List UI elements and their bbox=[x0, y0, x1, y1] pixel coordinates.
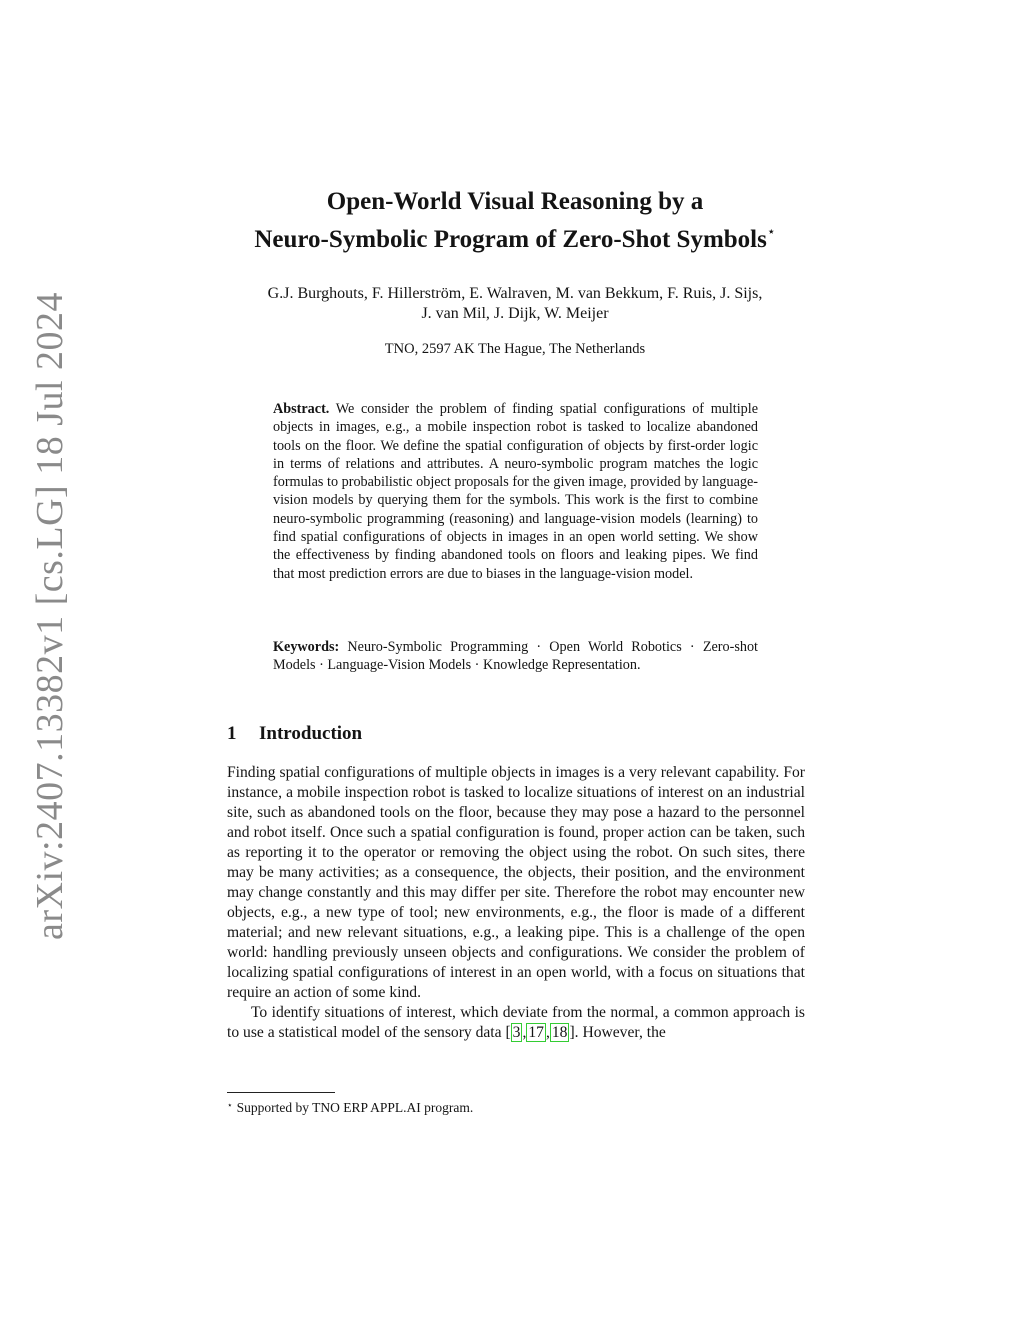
paragraph-2-tail: ]. However, the bbox=[569, 1024, 666, 1041]
title-line-1: Open-World Visual Reasoning by a bbox=[326, 188, 704, 215]
footnote-mark: ⋆ bbox=[227, 1100, 233, 1110]
title-line-2 bbox=[150, 217, 880, 255]
footnote-divider bbox=[227, 1092, 335, 1093]
arxiv-identifier-stamp: arXiv:2407.13382v1 [cs.LG] 18 Jul 2024 bbox=[29, 291, 71, 940]
title-line-2-text: Neuro-Symbolic Program of Zero-Shot Symbols bbox=[254, 226, 767, 253]
paragraph-1: Finding spatial configurations of multiple objects in images is a very relevant capability. For instance, a mobile inspection robot is tasked to localize situations of interest on an industrial site, such as abandoned tools on the floor, because they may pose a hazard to the personnel and robot itself. Once such a spatial configuration is found, proper action can be taken, such as reporting it to the operator or removing the object using the robot. On such sites, there may be many activities; as a consequence, the objects, their position, and the environment may change constantly and this may differ per site. Therefore the robot may encounter new objects, e.g., a new type of tool; new environments, e.g., the floor is made of a different material; and new relevant situations, e.g., a leaking pipe. This is a challenge of the open world: handling previously unseen objects and configurations. We consider the problem of localizing spatial configurations of interest in an open world, with a focus on situations that require an action of some kind. bbox=[227, 764, 805, 1001]
citation-link[interactable]: 18 bbox=[551, 1024, 568, 1041]
title-footnote-mark[interactable]: ⋆ bbox=[766, 225, 776, 240]
section-heading-introduction bbox=[227, 722, 362, 746]
keywords bbox=[273, 638, 758, 675]
footnote-text: Supported by TNO ERP APPL.AI program. bbox=[236, 1100, 474, 1115]
citation-separator: , bbox=[522, 1024, 527, 1041]
citation-link[interactable]: 3 bbox=[512, 1024, 521, 1041]
citation-separator: , bbox=[545, 1024, 550, 1041]
affiliation: TNO, 2597 AK The Hague, The Netherlands bbox=[384, 341, 646, 357]
author-list bbox=[200, 284, 830, 324]
abstract bbox=[273, 400, 758, 583]
authors-line-1: G.J. Burghouts, F. Hillerström, E. Walraven, M. van Bekkum, F. Ruis, J. Sijs, bbox=[267, 285, 763, 302]
section-number: 1 bbox=[227, 723, 237, 744]
authors-line-2: J. van Mil, J. Dijk, W. Meijer bbox=[421, 305, 609, 322]
citation-link[interactable]: 17 bbox=[528, 1024, 544, 1041]
introduction-body bbox=[227, 763, 805, 1043]
paragraph-2-text: To identify situations of interest, which deviate from the normal, a common approach is to use a statistical model of the sensory data [ bbox=[227, 1004, 805, 1041]
paragraph-2 bbox=[227, 1003, 805, 1043]
abstract-label: Abstract. bbox=[273, 401, 330, 417]
abstract-text: We consider the problem of finding spatial configurations of multiple objects in images, e.g., a mobile inspection robot is tasked to localize abandoned tools on the floor. We define the spatial configuration of objects by first-order logic in terms of relations and attributes. A neuro-symbolic program matches the logic formulas to probabilistic object proposals for the given image, provided by language-vision models by querying them for the symbols. This work is the first to combine neuro-symbolic programming (reasoning) and language-vision models (learning) to find spatial configurations of objects in images in an open world setting. We show the effectiveness by finding abandoned tools on floors and leaking pipes. We find that most prediction errors are due to biases in the language-vision model. bbox=[273, 401, 758, 582]
keywords-label: Keywords: bbox=[273, 639, 340, 655]
footnote bbox=[227, 1097, 805, 1116]
paper-title bbox=[150, 186, 880, 255]
section-title: Introduction bbox=[259, 723, 363, 744]
keywords-text: Neuro-Symbolic Programming · Open World Robotics · Zero-shot Models · Language-Vision Models · Knowledge Representation. bbox=[273, 639, 758, 674]
